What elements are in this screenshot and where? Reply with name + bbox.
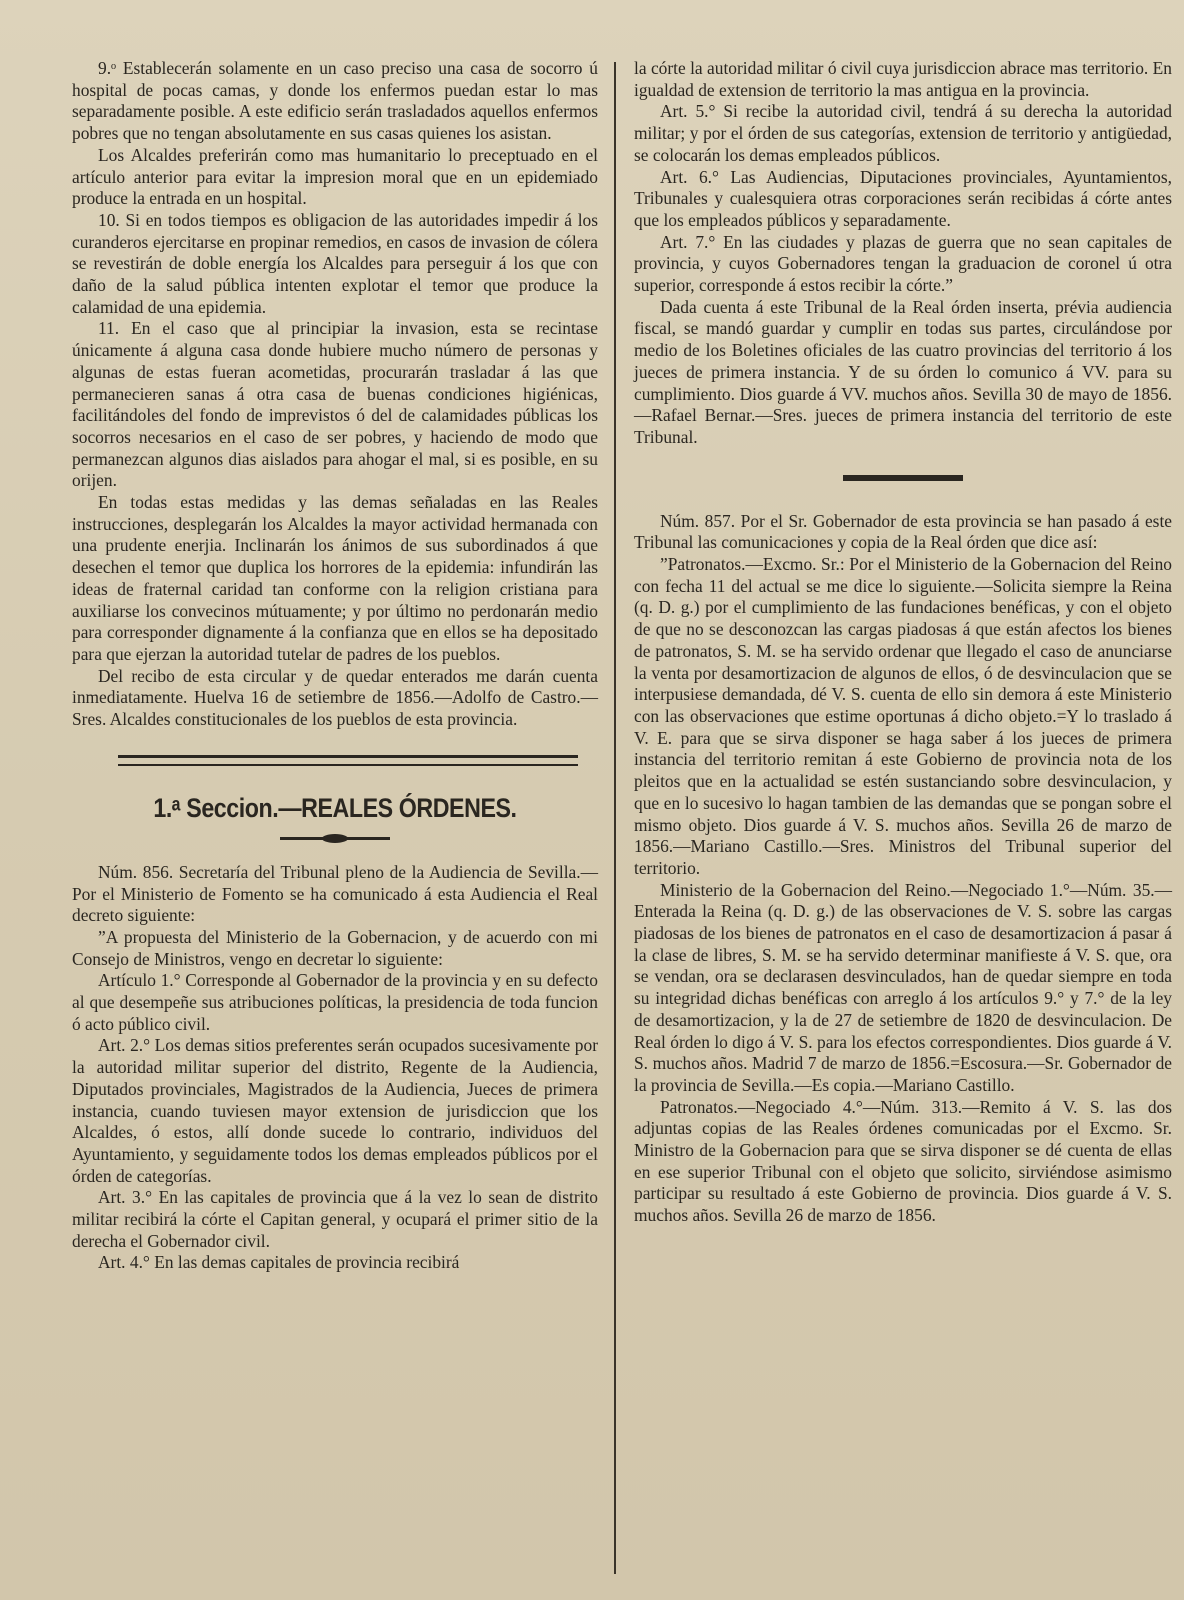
left-paragraph-9: Artículo 1.° Corresponde al Gobernador de la provincia y en su defecto al que desempeñe sus atribuciones políticas, la presidencia de toda funcion ó acto público civil. — [72, 970, 598, 1034]
section-divider-rule — [118, 755, 578, 766]
left-paragraph-8: ”A propuesta del Ministerio de la Gobernacion, y de acuerdo con mi Consejo de Ministros, vengo en decretar lo siguiente: — [72, 926, 598, 969]
left-paragraph-6: Del recibo de esta circular y de quedar enterados me darán cuenta inmediatamente. Huelva 16 de setiembre de 1856.—Adolfo de Castro.—Sres. Alcaldes constitucionales de los pueblos de esta provincia. — [72, 665, 598, 730]
right-paragraph-9: Patronatos.—Negociado 4.°—Núm. 313.—Remito á V. S. las dos adjuntas copias de las Reales órdenes comunicadas por el Excmo. Sr. Ministro de la Gobernacion para que se sirva disponer se dé cuenta de ellas en ese superior Tribunal con el objeto que solicito, sirviéndose asimismo participar su resultado á este Gobierno de provincia. Dios guarde á V. S. muchos años. Sevilla 26 de marzo de 1856. — [634, 1096, 1172, 1226]
left-paragraph-4: 11. En el caso que al principiar la invasion, esta se recintase únicamente á alguna casa donde hubiere mucho número de personas y algunas de estas fueran acometidas, procurarán trasladar á las que permanecieren sanas á otra casa de buenas condiciones higiénicas, facilitándoles del fondo de imprevistos ó del de calamidades públicas los socorros necesarios en el caso de ser pobres, y haciendo de modo que permanezcan algunos dias aislados para ahogar el mal, si es posible, en su orijen. — [72, 318, 598, 491]
right-paragraph-7: ”Patronatos.—Excmo. Sr.: Por el Ministerio de la Gobernacion del Reino con fecha 11 del actual se me dice lo siguiente.—Solicita siempre la Reina (q. D. g.) por el cumplimiento de las fundaciones benéficas, y con el objeto de que no se desconozcan las cargas piadosas á que están afectos los bienes de patronatos, S. M. se ha servido ordenar que llegado el caso de anunciarse la venta por desamortizacion de algunos de ellos, ó de desvinculacion que se interpusiese demandada, dé V. S. cuenta de ello sin demora á este Ministerio con las observaciones que estime oportunas á dicho objeto.=Y lo traslado á V. E. para que se sirva disponer se haga saber á los jueces de primera instancia del territorio remitan á este Gobierno de provincia nota de los pleitos que en la actualidad se estén sustanciando sobre desvinculacion, y que en lo sucesivo lo hagan tambien de las demandas que se pongan sobre el mismo objeto. Dios guarde á V. S. muchos años. Sevilla 26 de marzo de 1856.—Mariano Castillo.—Sres. Ministros del Tribunal superior del territorio. — [634, 554, 1172, 878]
left-paragraph-7: Núm. 856. Secretaría del Tribunal pleno de la Audiencia de Sevilla.—Por el Ministerio de Fomento se ha comunicado á esta Audiencia el Real decreto siguiente: — [72, 861, 598, 926]
right-paragraph-1: la córte la autoridad militar ó civil cuya jurisdiccion abrace mas territorio. En igualdad de extension de territorio la mas antigua en la provincia. — [634, 58, 1172, 100]
left-paragraph-12: Art. 4.° En las demas capitales de provincia recibirá — [98, 1252, 460, 1273]
left-paragraph-1: 9.ᵒ Establecerán solamente en un caso preciso una casa de socorro ú hospital de pocas camas, y donde los enfermos puedan estar lo mas separadamente posible. A este edificio serán trasladados aquellos enfermos pobres que no tengan absolutamente en sus casas quienes los asistan. — [72, 58, 598, 144]
left-paragraph-2: Los Alcaldes preferirán como mas humanitario lo preceptuado en el artículo anterior para evitar la impresion moral que en un epidemiado produce la entrada en un hospital. — [72, 144, 598, 209]
column-divider — [614, 62, 616, 1574]
right-column — [634, 58, 1172, 1580]
left-paragraph-11: Art. 3.° En las capitales de provincia que á la vez lo sean de distrito militar recibirá la córte el Capitan general, y ocupará el primer sitio de la derecha el Gobernador civil. — [72, 1187, 598, 1251]
ornament-rule — [72, 832, 598, 842]
left-paragraph-10: Art. 2.° Los demas sitios preferentes serán ocupados sucesivamente por la autoridad militar superior del distrito, Regente de la Audiencia, Diputados provinciales, Magistrados de la Audiencia, Jueces de primera instancia, cuando tuviesen mayor extension de jurisdiccion que los Alcaldes, ó estos, allí donde sucede lo contrario, individuos del Ayuntamiento, y seguidamente todos los demas empleados públicos por el órden de categorías. — [72, 1035, 598, 1186]
right-paragraph-2: Art. 5.° Si recibe la autoridad civil, tendrá á su derecha la autoridad militar; y por el órden de sus categorías, extension de territorio y antigüedad, se colocarán los demas empleados públicos. — [634, 101, 1172, 165]
right-paragraph-6: Núm. 857. Por el Sr. Gobernador de esta provincia se han pasado á este Tribunal las comunicaciones y copia de la Real órden que dice así: — [634, 510, 1172, 553]
right-paragraph-8: Ministerio de la Gobernacion del Reino.—Negociado 1.°—Núm. 35.—Enterada la Reina (q. D. g.) de las observaciones de V. S. sobre las cargas piadosas de los bienes de patronatos en el caso de desamortizacion á pasar á la clase de libres, S. M. se ha servido determinar manifieste á V. S. que, ora se vendan, ora se declarasen desvinculados, han de quedar siempre en toda su integridad dichas benéficas con arreglo á los artículos 9.° y 7.° de la ley de desamortizacion, y la de 27 de setiembre de 1820 de desvinculacion. De Real órden lo digo á V. S. para los efectos correspondientes. Dios guarde á V. S. muchos años. Madrid 7 de marzo de 1856.=Escosura.—Sr. Gobernador de la provincia de Sevilla.—Es copia.—Mariano Castillo. — [634, 879, 1172, 1095]
section-title: 1.ᵃ Seccion.—REALES ÓRDENES. — [153, 792, 517, 823]
left-paragraph-3: 10. Si en todos tiempos es obligacion de las autoridades impedir á los curanderos ejercitarse en propinar remedios, en casos de invasion de cólera se revestirán de doble energía los Alcaldes para perseguir á los que con daño de la salud pública intenten explotar el temor que produce la calamidad de una epidemia. — [72, 209, 598, 317]
left-column — [72, 58, 598, 1580]
right-paragraph-3: Art. 6.° Las Audiencias, Diputaciones provinciales, Ayuntamientos, Tribunales y cualesquiera otras corporaciones serán recibidas á córte antes que los empleados públicos y separadamente. — [634, 166, 1172, 230]
right-paragraph-4: Art. 7.° En las ciudades y plazas de guerra que no sean capitales de provincia, y cuyos Gobernadores tengan la graduacion de coronel ú otra superior, corresponde á estos recibir la córte.” — [634, 231, 1172, 296]
left-paragraph-5: En todas estas medidas y las demas señaladas en las Reales instrucciones, desplegarán los Alcaldes la mayor actividad hermanada con una prudente enerjia. Inclinarán los ánimos de sus subordinados á que desechen el temor que duplica los horrores de la epidemia: infundirán las ideas de fraternal caridad tan conforme con la religion cristiana para auxiliarse los convecinos mútuamente; y por último no perdonarán medio para corresponder dignamente á la confianza que en ellos se ha depositado para que ejerzan la autoridad tutelar de padres de los pueblos. — [72, 492, 598, 664]
short-divider-rule — [843, 475, 963, 481]
right-paragraph-5: Dada cuenta á este Tribunal de la Real órden inserta, prévia audiencia fiscal, se mandó guardar y cumplir en todas sus partes, circulándose por medio de los Boletines oficiales de las cuatro provincias del territorio á los jueces de primera instancia. Y de su órden lo comunico á VV. para su cumplimiento. Dios guarde á VV. muchos años. Sevilla 30 de mayo de 1856.—Rafael Bernar.—Sres. jueces de primera instancia del territorio de este Tribunal. — [634, 296, 1172, 447]
